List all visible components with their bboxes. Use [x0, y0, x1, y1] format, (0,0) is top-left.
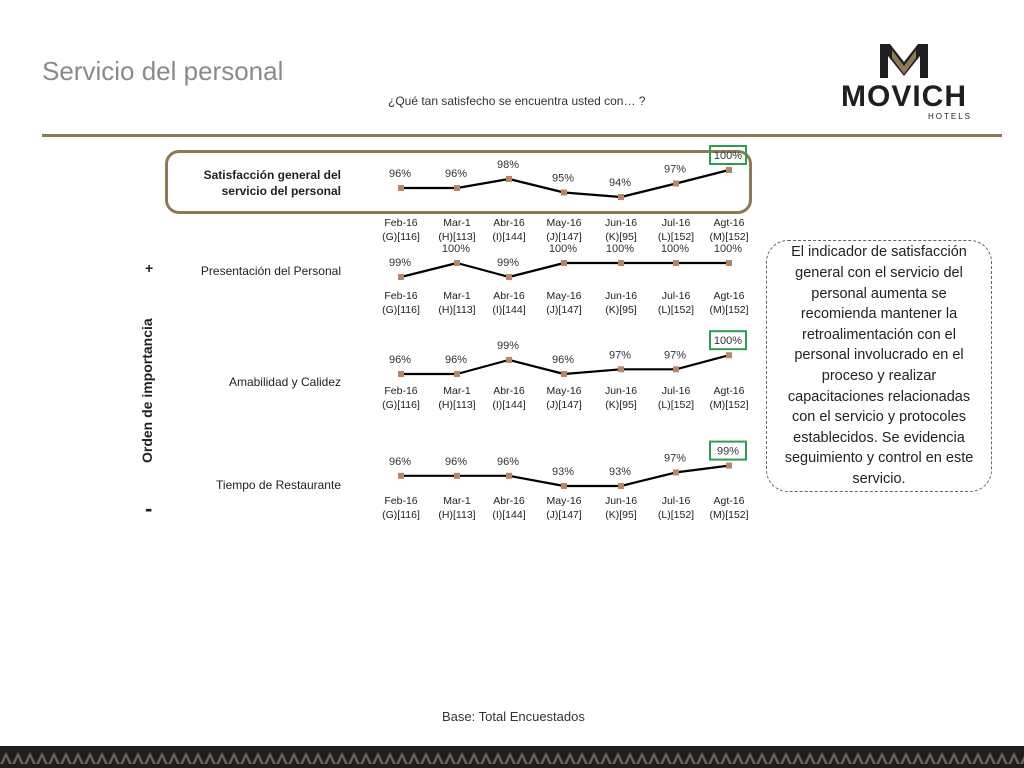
data-label-restaurante-6: 99%: [716, 445, 740, 458]
data-label-amabilidad-3: 96%: [551, 354, 575, 366]
x-tick-label-satisfaccion-5: Jul-16: [661, 217, 691, 229]
x-tick-sublabel-restaurante-4: (K)[95]: [605, 509, 637, 521]
x-tick-label-presentacion-6: Agt-16: [713, 290, 745, 302]
x-tick-sublabel-amabilidad-1: (H)[113]: [438, 399, 476, 411]
data-label-satisfaccion-3: 95%: [551, 172, 575, 185]
x-tick-sublabel-restaurante-1: (H)[113]: [438, 509, 476, 521]
insight-note-text: El indicador de satisfacción general con el servicio del personal aumenta se recomienda mantener la retroalimentación con el personal involucrado en el proceso y realizar capacitaciones relacionadas con el servicio y protocoles establecidos. Se evidencia seguimiento y control en este servicio.: [784, 244, 974, 487]
data-point-restaurante-0: [398, 473, 404, 479]
x-tick-sublabel-satisfaccion-1: (H)[113]: [438, 231, 476, 243]
x-tick-label-amabilidad-3: May-16: [546, 385, 582, 397]
data-point-restaurante-2: [506, 473, 512, 479]
data-label-amabilidad-6: 100%: [713, 335, 743, 348]
row-label-restaurante: Tiempo de Restaurante: [216, 478, 341, 492]
chart-satisfaccion: [382, 146, 748, 243]
data-point-amabilidad-6: [726, 352, 732, 358]
x-tick-label-satisfaccion-0: Feb-16: [384, 217, 418, 229]
row-label-presentacion: Presentación del Personal: [200, 264, 341, 278]
x-tick-sublabel-presentacion-4: (K)[95]: [605, 304, 637, 316]
x-tick-label-amabilidad-5: Jul-16: [661, 385, 691, 397]
x-tick-label-presentacion-5: Jul-16: [661, 290, 691, 302]
data-point-amabilidad-1: [454, 371, 460, 377]
data-label-presentacion-0: 99%: [388, 257, 412, 269]
data-label-restaurante-1: 96%: [444, 455, 468, 468]
data-label-satisfaccion-2: 98%: [496, 159, 520, 171]
data-label-satisfaccion-5: 97%: [663, 163, 687, 176]
page-subtitle: ¿Qué tan satisfecho se encuentra usted con… ?: [388, 94, 646, 108]
data-point-restaurante-1: [454, 473, 460, 479]
x-tick-sublabel-restaurante-2: (I)[144]: [492, 509, 526, 521]
x-tick-label-restaurante-4: Jun-16: [604, 495, 638, 507]
x-tick-label-restaurante-1: Mar-1: [443, 495, 471, 507]
x-tick-sublabel-amabilidad-5: (L)[152]: [657, 399, 695, 411]
chart-restaurante: [382, 442, 748, 521]
importance-axis-label: Orden de importancia: [139, 318, 155, 463]
x-tick-label-amabilidad-4: Jun-16: [604, 385, 638, 397]
data-point-satisfaccion-3: [561, 190, 567, 196]
logo-brand-text: MOVICH: [841, 80, 967, 113]
data-label-restaurante-5: 97%: [663, 452, 687, 465]
x-tick-label-restaurante-6: Agt-16: [713, 495, 745, 507]
x-tick-label-satisfaccion-6: Agt-16: [713, 217, 745, 229]
x-tick-label-amabilidad-2: Abr-16: [493, 385, 525, 397]
chart-amabilidad: [382, 331, 748, 411]
x-tick-sublabel-restaurante-6: (M)[152]: [709, 509, 749, 521]
data-point-satisfaccion-5: [673, 181, 679, 187]
decorative-bottom-band: [0, 746, 1024, 768]
data-point-amabilidad-0: [398, 371, 404, 377]
x-tick-sublabel-amabilidad-4: (K)[95]: [605, 399, 637, 411]
x-tick-sublabel-satisfaccion-6: (M)[152]: [709, 231, 749, 243]
data-label-restaurante-3: 93%: [551, 466, 575, 478]
x-tick-sublabel-presentacion-5: (L)[152]: [657, 304, 695, 316]
x-tick-label-amabilidad-0: Feb-16: [384, 385, 418, 397]
x-tick-sublabel-satisfaccion-5: (L)[152]: [657, 231, 695, 243]
data-point-satisfaccion-0: [398, 185, 404, 191]
x-tick-sublabel-amabilidad-2: (I)[144]: [492, 399, 526, 411]
data-label-satisfaccion-6: 100%: [713, 150, 743, 162]
x-tick-label-amabilidad-1: Mar-1: [443, 385, 471, 397]
insight-note: [766, 240, 992, 492]
data-label-restaurante-2: 96%: [496, 455, 520, 468]
data-point-satisfaccion-4: [618, 194, 624, 200]
data-point-presentacion-3: [561, 260, 567, 266]
x-tick-sublabel-satisfaccion-0: (G)[116]: [382, 231, 420, 243]
data-point-presentacion-2: [506, 274, 512, 280]
data-point-restaurante-5: [673, 469, 679, 475]
x-tick-sublabel-satisfaccion-4: (K)[95]: [605, 231, 637, 243]
data-point-amabilidad-5: [673, 366, 679, 372]
data-point-amabilidad-4: [618, 366, 624, 372]
data-label-presentacion-1: 100%: [441, 243, 471, 255]
x-tick-sublabel-presentacion-1: (H)[113]: [438, 304, 476, 316]
row-label-satisfaccion: Satisfacción general del servicio del personal: [203, 168, 341, 198]
x-tick-label-amabilidad-6: Agt-16: [713, 385, 745, 397]
data-point-restaurante-3: [561, 483, 567, 489]
logo-tagline-text: HOTELS: [927, 112, 973, 121]
x-tick-label-satisfaccion-3: May-16: [546, 217, 582, 229]
x-tick-sublabel-restaurante-3: (J)[147]: [546, 509, 582, 521]
x-tick-label-restaurante-3: May-16: [546, 495, 582, 507]
data-label-satisfaccion-1: 96%: [444, 168, 468, 180]
data-point-restaurante-6: [726, 463, 732, 469]
x-tick-sublabel-presentacion-3: (J)[147]: [546, 304, 582, 316]
data-label-satisfaccion-0: 96%: [388, 168, 412, 180]
base-footnote: Base: Total Encuestados: [442, 709, 585, 724]
row-label-amabilidad: Amabilidad y Calidez: [228, 375, 341, 389]
x-tick-label-restaurante-2: Abr-16: [493, 495, 525, 507]
x-tick-label-restaurante-5: Jul-16: [661, 495, 691, 507]
data-label-presentacion-6: 100%: [713, 243, 743, 255]
data-label-presentacion-2: 99%: [496, 257, 520, 269]
x-tick-label-satisfaccion-2: Abr-16: [493, 217, 525, 229]
data-point-amabilidad-2: [506, 357, 512, 363]
x-tick-label-presentacion-3: May-16: [546, 290, 582, 302]
data-point-presentacion-5: [673, 260, 679, 266]
x-tick-sublabel-presentacion-2: (I)[144]: [492, 304, 526, 316]
data-label-amabilidad-5: 97%: [663, 349, 687, 362]
x-tick-label-restaurante-0: Feb-16: [384, 495, 418, 507]
data-label-presentacion-4: 100%: [605, 243, 635, 255]
data-point-restaurante-4: [618, 483, 624, 489]
x-tick-sublabel-presentacion-6: (M)[152]: [709, 304, 749, 316]
data-label-amabilidad-0: 96%: [388, 354, 412, 366]
x-tick-label-presentacion-0: Feb-16: [384, 290, 418, 302]
data-point-satisfaccion-6: [726, 167, 732, 173]
data-label-satisfaccion-4: 94%: [608, 177, 632, 189]
data-label-restaurante-4: 93%: [608, 466, 632, 478]
data-point-presentacion-4: [618, 260, 624, 266]
x-tick-sublabel-amabilidad-6: (M)[152]: [709, 399, 749, 411]
x-tick-label-presentacion-1: Mar-1: [443, 290, 471, 302]
data-label-amabilidad-2: 99%: [496, 339, 520, 352]
importance-high-symbol: +: [145, 260, 154, 276]
page-title: Servicio del personal: [42, 56, 284, 86]
data-point-presentacion-1: [454, 260, 460, 266]
chart-presentacion: [382, 243, 748, 316]
data-label-presentacion-3: 100%: [548, 243, 578, 255]
x-tick-sublabel-presentacion-0: (G)[116]: [382, 304, 420, 316]
data-label-amabilidad-1: 96%: [444, 354, 468, 366]
x-tick-label-satisfaccion-4: Jun-16: [604, 217, 638, 229]
data-label-restaurante-0: 96%: [388, 455, 412, 468]
x-tick-label-satisfaccion-1: Mar-1: [443, 217, 471, 229]
data-point-satisfaccion-1: [454, 185, 460, 191]
x-tick-sublabel-satisfaccion-3: (J)[147]: [546, 231, 582, 243]
x-tick-sublabel-restaurante-0: (G)[116]: [382, 509, 420, 521]
data-point-amabilidad-3: [561, 371, 567, 377]
x-tick-label-presentacion-2: Abr-16: [493, 290, 525, 302]
x-tick-sublabel-amabilidad-0: (G)[116]: [382, 399, 420, 411]
data-point-satisfaccion-2: [506, 176, 512, 182]
data-label-amabilidad-4: 97%: [608, 349, 632, 362]
x-tick-sublabel-satisfaccion-2: (I)[144]: [492, 231, 526, 243]
importance-low-symbol: -: [145, 496, 153, 521]
x-tick-sublabel-restaurante-5: (L)[152]: [657, 509, 695, 521]
data-point-presentacion-6: [726, 260, 732, 266]
data-point-presentacion-0: [398, 274, 404, 280]
x-tick-label-presentacion-4: Jun-16: [604, 290, 638, 302]
x-tick-sublabel-amabilidad-3: (J)[147]: [546, 399, 582, 411]
data-label-presentacion-5: 100%: [660, 243, 690, 255]
